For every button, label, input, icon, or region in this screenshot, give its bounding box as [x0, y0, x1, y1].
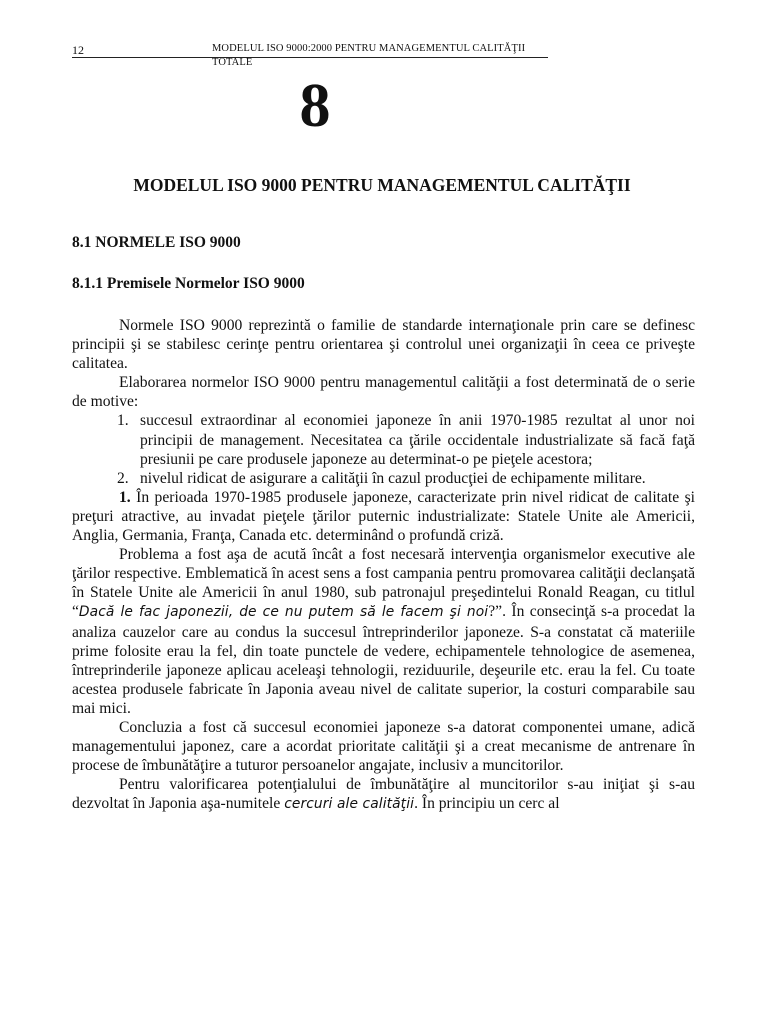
campaign-quote: Dacă le fac japonezii, de ce nu putem să le facem şi noi [78, 604, 489, 621]
chapter-number: 8 [299, 72, 331, 140]
paragraph-text: Pentru valorificarea potenţialului de îmbunătăţire al muncitorilor s-au iniţiat şi s-au dezvoltat în Japonia aşa-numitele [72, 776, 695, 813]
paragraph-text: Problema a fost aşa de acută încât a fost necesară intervenţia organismelor executive ale ţărilor respective. Emblematică în acest sens a fost campania pentru promovarea calităţii declanşată în Statele Unite ale Americii în anul 1980, sub patronajul preşedintelui Ronald Reagan, cu titlul “ [72, 546, 695, 621]
paragraph [72, 488, 695, 545]
motives-list [72, 411, 695, 487]
list-item [117, 469, 695, 488]
page-number: 12 [72, 43, 84, 57]
body-text [72, 316, 695, 814]
subsection-heading: 8.1.1 Premisele Normelor ISO 9000 [72, 275, 305, 292]
list-item-text: succesul extraordinar al economiei japoneze în anii 1970-1985 rezultat al unor noi principii de management. Necesitatea ca ţările occidentale industrializate să facă faţă presiunii pe care produsele japoneze au determinat-o pe pieţele acestora; [140, 412, 695, 468]
paragraph: Normele ISO 9000 reprezintă o familie de standarde internaţionale prin care se definesc principii şi se stabilesc cerinţe pentru orientarea şi controlul unei organizaţii în ceea ce priveşte calitatea. [72, 317, 695, 373]
list-item-text: nivelul ridicat de asigurare a calităţii în cazul producţiei de echipamente militare. [140, 469, 646, 487]
running-title: MODELUL ISO 9000:2000 PENTRU MANAGEMENTUL CALITĂŢII TOTALE [212, 43, 526, 68]
paragraph-text: . În principiu un cerc al [414, 795, 560, 813]
paragraph-number: 1. [119, 488, 131, 506]
paragraph [72, 545, 695, 718]
emphasis-term: cercuri ale calităţii [284, 796, 415, 813]
chapter-title: MODELUL ISO 9000 PENTRU MANAGEMENTUL CALITĂŢII [133, 175, 631, 195]
list-item-number: 1. [117, 412, 129, 430]
list-item-number: 2. [117, 469, 129, 487]
paragraph [72, 775, 695, 814]
paragraph-text: ?”. În consecinţă s-a procedat la analiza cauzelor care au condus la succesul întreprinderilor japoneze. S-a constatat că materiile prime folosite erau la fel, din toate punctele de vedere, echipamentele tehnologice de asemenea, întreprinderile japoneze aplicau aceleaşi tehnologii, reziduurile, deşeurile etc. erau la fel. Cu toate acestea produsele fabricate în Japonia aveau nivel de calitate superior, la costuri comparabile sau mai mici. [72, 603, 695, 717]
paragraph: Elaborarea normelor ISO 9000 pentru managementul calităţii a fost determinată de o serie de motive: [72, 374, 695, 411]
paragraph-text: În perioada 1970-1985 produsele japoneze, caracterizate prin nivel ridicat de calitate şi preţuri atractive, au invadat pieţele ţărilor puternic industrializate: Statele Unite ale Americii, Anglia, Germania, Franţa, Canada etc. determinând o profundă criză. [72, 488, 695, 545]
paragraph: Concluzia a fost că succesul economiei japoneze s-a datorat componentei umane, adică managementului japonez, care a acordat prioritate calităţii şi a creat mecanisme de antrenare în procese de îmbunătăţire a tuturor persoanelor angajate, inclusiv a muncitorilor. [72, 718, 695, 775]
section-heading: 8.1 NORMELE ISO 9000 [72, 234, 241, 251]
list-item [117, 411, 695, 468]
running-header [72, 41, 548, 68]
